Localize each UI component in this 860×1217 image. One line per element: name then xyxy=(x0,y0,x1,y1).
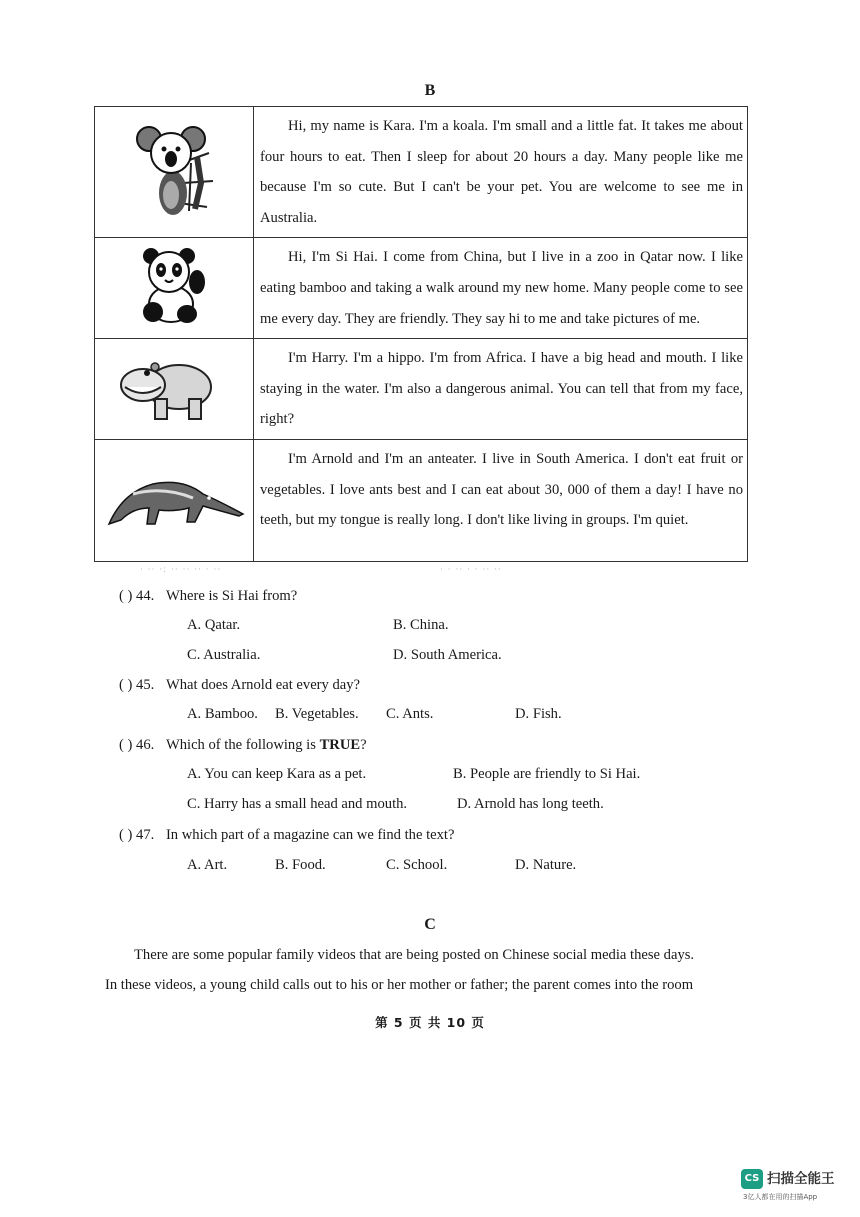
answer-bracket[interactable]: ( ) xyxy=(119,677,133,693)
question-stem-emphasis: TRUE xyxy=(319,737,361,753)
passage-row-hippo xyxy=(95,339,748,440)
camscanner-name: 扫描全能王 xyxy=(767,1171,835,1187)
section-c-title: C xyxy=(424,916,436,933)
passage-c-line-2: In these videos, a young child calls out to his or her mother or father; the parent comes into the room xyxy=(105,977,694,993)
camscanner-tagline: 3亿人都在用的扫描App xyxy=(743,1193,818,1201)
option-44-c[interactable]: C. Australia. xyxy=(187,647,261,663)
question-number: 46. xyxy=(136,737,155,753)
option-46-b[interactable]: B. People are friendly to Si Hai. xyxy=(453,766,641,782)
anteater-picture-cell xyxy=(95,439,254,561)
hippo-icon xyxy=(117,353,217,425)
passage-anteater: I'm Arnold and I'm an anteater. I live in South America. I don't eat fruit or vegetables. I love ants best and I can eat about 30, 000 of them a day! I have no teeth, but my tongue is really long. I don't like living in groups. I'm quiet. xyxy=(254,439,748,561)
panda-icon xyxy=(137,246,211,326)
question-stem-end: ? xyxy=(360,737,367,753)
passage-panda: Hi, I'm Si Hai. I come from China, but I live in a zoo in Qatar now. I like eating bamboo and taking a walk around my new home. Many people come to see me every day. They are friendly. They say hi to me and take pictures of me. xyxy=(254,238,748,339)
option-44-a[interactable]: A. Qatar. xyxy=(187,617,241,633)
passage-koala: Hi, my name is Kara. I'm a koala. I'm small and a little fat. It takes me about four hours to eat. Then I sleep for about 20 hours a day. Many people like me because I'm so cute. But I can't be your pet. You are welcome to see me in Australia. xyxy=(254,107,748,238)
option-45-d[interactable]: D. Fish. xyxy=(515,706,562,722)
option-44-d[interactable]: D. South America. xyxy=(393,647,502,663)
passage-hippo: I'm Harry. I'm a hippo. I'm from Africa. I have a big head and mouth. I like staying in the water. I'm also a dangerous animal. You can tell that from my face, right? xyxy=(254,339,748,440)
answer-bracket[interactable]: ( ) xyxy=(119,827,133,843)
option-45-b[interactable]: B. Vegetables. xyxy=(275,706,359,722)
section-b-title: B xyxy=(424,82,436,99)
option-47-b[interactable]: B. Food. xyxy=(275,857,326,873)
panda-picture-cell xyxy=(95,238,254,339)
question-47 xyxy=(119,827,454,844)
option-45-c[interactable]: C. Ants. xyxy=(386,706,434,722)
option-44-b[interactable]: B. China. xyxy=(393,617,449,633)
option-47-c[interactable]: C. School. xyxy=(386,857,448,873)
passage-c-line-1: There are some popular family videos that are being posted on Chinese social media these days. xyxy=(134,947,695,963)
question-number: 44. xyxy=(136,588,155,604)
passage-row-panda xyxy=(95,238,748,339)
answer-bracket[interactable]: ( ) xyxy=(119,588,133,604)
option-46-d[interactable]: D. Arnold has long teeth. xyxy=(457,796,604,812)
passage-row-anteater xyxy=(95,439,748,561)
passage-table xyxy=(94,106,748,562)
question-stem: Which of the following is xyxy=(165,737,320,753)
page-footer: 第 5 页 共 10 页 xyxy=(375,1015,485,1030)
passage-row-koala xyxy=(95,107,748,238)
option-46-c[interactable]: C. Harry has a small head and mouth. xyxy=(187,796,408,812)
anteater-icon xyxy=(103,472,245,532)
scan-noise: · · ·· · · ·· ·· xyxy=(440,565,502,575)
option-47-d[interactable]: D. Nature. xyxy=(515,857,577,873)
camscanner-badge: CS xyxy=(741,1169,763,1189)
hippo-picture-cell xyxy=(95,339,254,440)
option-46-a[interactable]: A. You can keep Kara as a pet. xyxy=(187,766,367,782)
question-stem: What does Arnold eat every day? xyxy=(165,677,361,693)
question-number: 45. xyxy=(136,677,155,693)
question-stem: In which part of a magazine can we find the text? xyxy=(165,827,455,843)
koala-icon xyxy=(131,123,221,219)
question-46 xyxy=(119,737,367,754)
question-45 xyxy=(119,677,360,694)
option-47-a[interactable]: A. Art. xyxy=(187,857,228,873)
question-number: 47. xyxy=(136,827,155,843)
answer-bracket[interactable]: ( ) xyxy=(119,737,133,753)
option-45-a[interactable]: A. Bamboo. xyxy=(187,706,258,722)
koala-picture-cell xyxy=(95,107,254,238)
question-44 xyxy=(119,588,297,605)
question-stem: Where is Si Hai from? xyxy=(165,588,298,604)
scan-noise: · ·· ·: ·· ·· ·· · ·· xyxy=(140,565,222,575)
